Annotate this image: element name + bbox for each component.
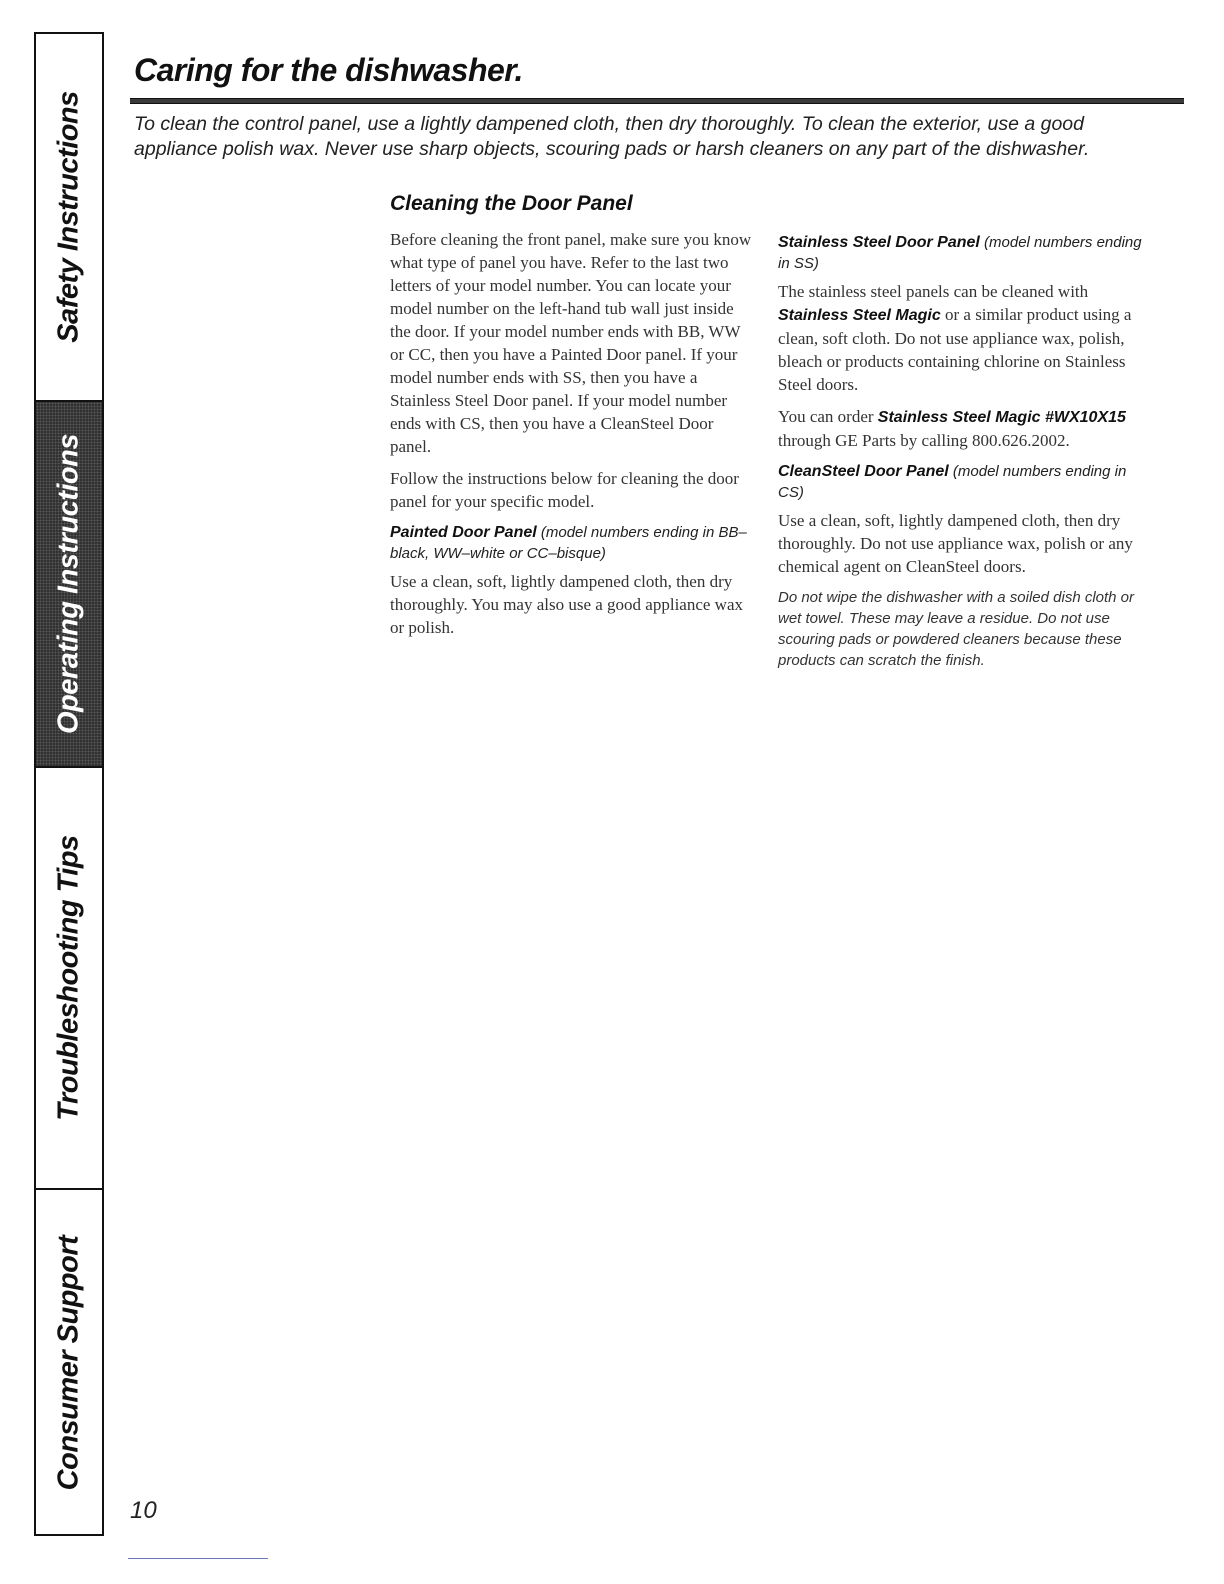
tab-label: Troubleshooting Tips <box>52 835 85 1121</box>
sidebar-nav <box>34 32 104 1536</box>
stainless-product: Stainless Steel Magic <box>778 307 941 324</box>
cleansteel-heading: CleanSteel Door Panel <box>778 463 949 480</box>
instructions-paragraph: Follow the instructions below for cleaning the door panel for your specific model. <box>390 469 739 511</box>
order-before: You can order <box>778 407 874 426</box>
painted-heading: Painted Door Panel <box>390 524 537 541</box>
cleaning-note: Do not wipe the dishwasher with a soiled dish cloth or wet towel. These may leave a residue. Do not use scouring pads or powdered cleaners because these products can scratch the finish. <box>778 589 1135 669</box>
order-product: Stainless Steel Magic #WX10X15 <box>877 409 1126 426</box>
painted-qualifier: (model numbers ending in BB–black, WW–white or CC–bisque) <box>390 524 747 562</box>
tab-safety-instructions[interactable] <box>36 32 102 400</box>
painted-body: Use a clean, soft, lightly dampened cloth, then dry thoroughly. You may also use a good appliance wax or polish. <box>390 572 744 637</box>
order-after: through GE Parts by calling 800.626.2002. <box>778 431 1070 450</box>
stainless-body-before: The stainless steel panels can be cleaned with <box>778 282 1089 301</box>
stainless-order <box>778 405 1148 452</box>
intro-text: To clean the control panel, use a lightly dampened cloth, then dry thoroughly. To clean the exterior, use a good appliance polish wax. Never use sharp objects, scouring pads or harsh cleaners on any part of the dishwasher. <box>134 113 1090 160</box>
stainless-heading-line <box>778 232 1148 274</box>
stainless-heading: Stainless Steel Door Panel <box>778 234 980 251</box>
tab-label: Safety Instructions <box>52 91 85 343</box>
tab-operating-instructions[interactable] <box>36 400 102 766</box>
footer-divider <box>128 1558 268 1559</box>
cleansteel-heading-line <box>778 461 1148 503</box>
left-column <box>390 192 752 648</box>
tab-troubleshooting-tips[interactable] <box>36 766 102 1188</box>
cleansteel-qualifier: (model numbers ending in CS) <box>778 463 1127 501</box>
stainless-qualifier: (model numbers ending in SS) <box>778 234 1142 272</box>
intro-paragraph: Before cleaning the front panel, make sure you know what type of panel you have. Refer to the last two letters of your model number. You can locate your model number on the left-hand tub wall just inside the door. If your model number ends with BB, WW or CC, then you have a Painted Door panel. If your model number ends with SS, then you have a Stainless Steel Door panel. If your model number ends with CS, then you have a CleanSteel Door panel. <box>390 230 752 456</box>
tab-label: Operating Instructions <box>52 434 85 734</box>
right-column <box>778 232 1148 671</box>
cleansteel-body: Use a clean, soft, lightly dampened cloth, then dry thoroughly. Do not use appliance wax, polish or any chemical agent on CleanSteel doors. <box>778 511 1133 576</box>
stainless-body-after: or a similar product using a clean, soft cloth. Do not use appliance wax, polish, bleach or products containing chlorine on Stainless Steel doors. <box>778 305 1132 394</box>
tab-label: Consumer Support <box>52 1235 85 1491</box>
stainless-body <box>778 280 1148 396</box>
section-heading: Cleaning the Door Panel <box>390 192 633 215</box>
page-title: Caring for the dishwasher. <box>134 52 523 88</box>
painted-heading-line <box>390 522 752 564</box>
tab-consumer-support[interactable] <box>36 1188 102 1536</box>
title-divider <box>130 98 1184 104</box>
page-number: 10 <box>130 1497 157 1524</box>
